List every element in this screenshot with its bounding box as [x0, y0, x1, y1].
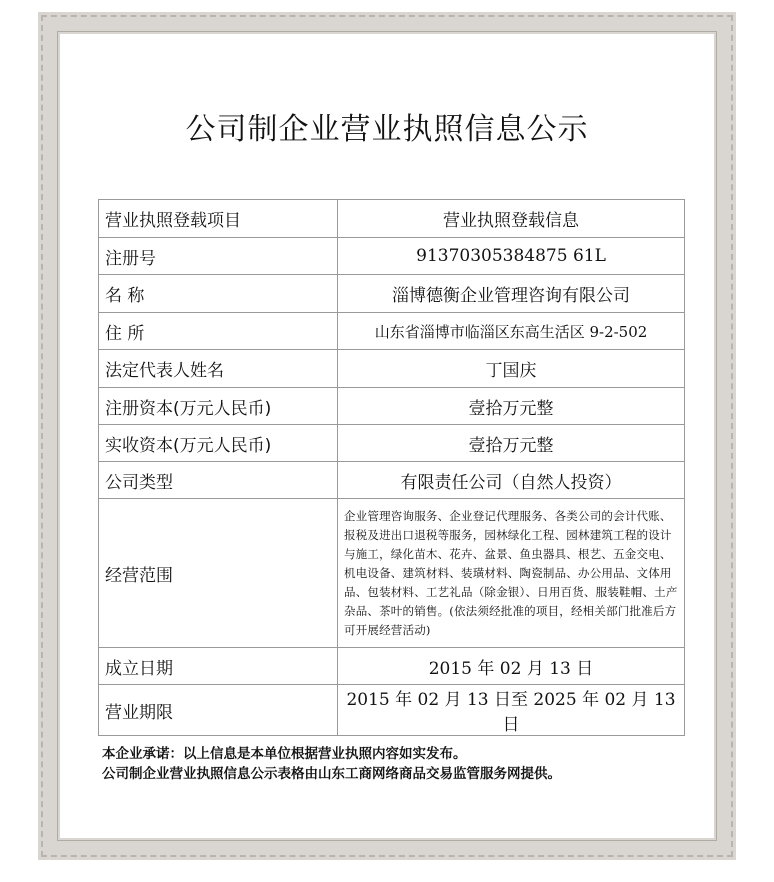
paid-in-capital-value: 壹拾万元整 [338, 425, 685, 462]
table-header-row [99, 200, 685, 238]
table-row-registered-capital [99, 388, 685, 425]
header-label-cell: 营业执照登载项目 [99, 200, 338, 238]
row-label: 注册资本(万元人民币) [99, 388, 338, 425]
registration-number-value: 91370305384875 61L [338, 238, 685, 275]
footer-statement [102, 744, 561, 784]
company-name-value: 淄博德衡企业管理咨询有限公司 [338, 275, 685, 313]
table-row-company-name [99, 275, 685, 313]
table-row-establishment-date [99, 648, 685, 685]
company-type-value: 有限责任公司（自然人投资） [338, 462, 685, 499]
document-title: 公司制企业营业执照信息公示 [185, 112, 589, 147]
table-row-address [99, 313, 685, 350]
table-row-legal-representative [99, 350, 685, 388]
header-value-cell: 营业执照登载信息 [338, 200, 685, 238]
row-label: 公司类型 [99, 462, 338, 499]
address-value: 山东省淄博市临淄区东高生活区 9-2-502 [338, 313, 685, 350]
registered-capital-value: 壹拾万元整 [338, 388, 685, 425]
row-label: 注册号 [99, 238, 338, 275]
table-row-company-type [99, 462, 685, 499]
license-info-table [98, 199, 685, 736]
footer-source-line: 公司制企业营业执照信息公示表格由山东工商网络商品交易监管服务网提供。 [102, 766, 561, 782]
row-label: 住 所 [99, 313, 338, 350]
row-label: 成立日期 [99, 648, 338, 685]
row-label: 经营范围 [99, 499, 338, 648]
table-row-registration-number [99, 238, 685, 275]
legal-representative-value: 丁国庆 [338, 350, 685, 388]
table-row-business-scope [99, 499, 685, 648]
row-label: 名 称 [99, 275, 338, 313]
table-row-paid-in-capital [99, 425, 685, 462]
establishment-date-value: 2015 年 02 月 13 日 [338, 648, 685, 685]
row-label: 法定代表人姓名 [99, 350, 338, 388]
footer-commitment-line: 本企业承诺：以上信息是本单位根据营业执照内容如实发布。 [102, 746, 467, 762]
business-scope-value: 企业管理咨询服务、企业登记代理服务、各类公司的会计代账、报税及进出口退税等服务，园林绿化工程、园林建筑工程的设计与施工，绿化苗木、花卉、盆景、鱼虫器具、根艺、五金交电、机电设备、建筑材料、装璜材料、陶瓷制品、办公用品、文体用品、包装材料、工艺礼品（除金银）、日用百货、服装鞋帽、土产杂品、茶叶的销售。(依法须经批准的项目，经相关部门批准后方可开展经营活动) [338, 499, 685, 648]
row-label: 营业期限 [99, 685, 338, 736]
business-term-value: 2015 年 02 月 13 日至 2025 年 02 月 13 日 [338, 685, 685, 736]
row-label: 实收资本(万元人民币) [99, 425, 338, 462]
table-row-business-term [99, 685, 685, 736]
